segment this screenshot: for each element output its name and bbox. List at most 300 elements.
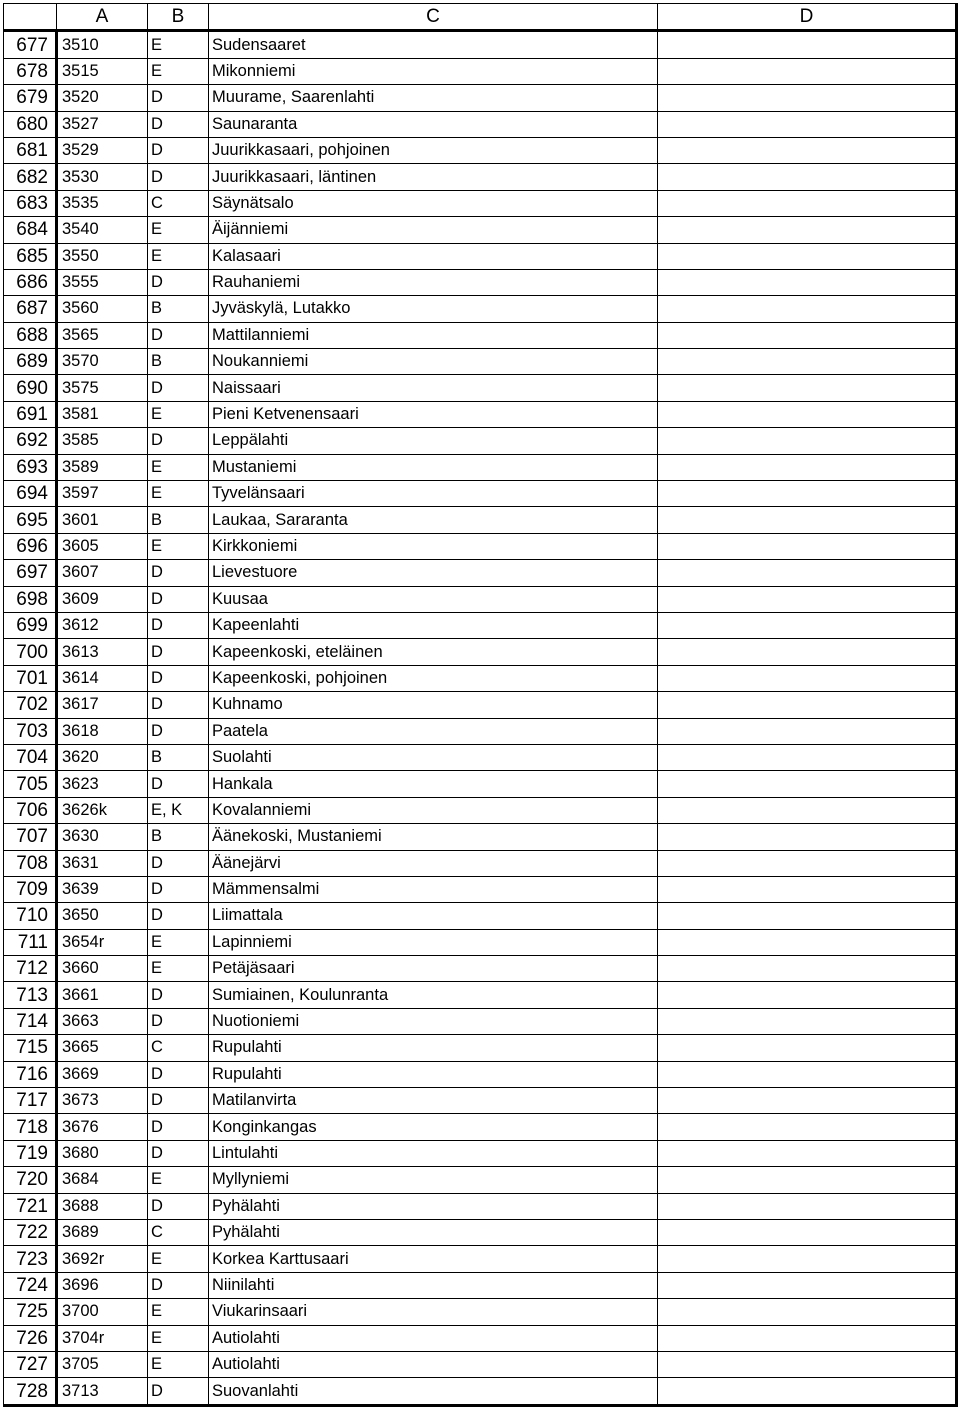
cell-c[interactable]: Niinilahti <box>209 1272 658 1298</box>
cell-b[interactable]: D <box>148 1378 209 1405</box>
cell-d[interactable] <box>658 1008 957 1034</box>
cell-b[interactable]: D <box>148 560 209 586</box>
cell-a[interactable]: 3614 <box>57 665 148 691</box>
column-header-a[interactable]: A <box>57 4 148 31</box>
row-number[interactable]: 698 <box>4 586 57 612</box>
table-row <box>4 85 957 111</box>
row-number[interactable]: 719 <box>4 1140 57 1166</box>
cell-a[interactable]: 3597 <box>57 481 148 507</box>
row-number[interactable]: 725 <box>4 1299 57 1325</box>
cell-c[interactable]: Kapeenlahti <box>209 612 658 638</box>
cell-d[interactable] <box>658 401 957 427</box>
cell-c[interactable]: Matilanvirta <box>209 1088 658 1114</box>
table-row <box>4 164 957 190</box>
table-row <box>4 58 957 84</box>
row-number[interactable]: 706 <box>4 797 57 823</box>
cell-a[interactable]: 3585 <box>57 428 148 454</box>
cell-b[interactable]: D <box>148 1272 209 1298</box>
cell-d[interactable] <box>658 349 957 375</box>
row-number[interactable]: 691 <box>4 401 57 427</box>
cell-d[interactable] <box>658 322 957 348</box>
cell-c[interactable]: Petäjäsaari <box>209 956 658 982</box>
cell-d[interactable] <box>658 665 957 691</box>
cell-b[interactable]: D <box>148 1088 209 1114</box>
cell-c[interactable]: Pieni Ketvenensaari <box>209 401 658 427</box>
cell-c[interactable]: Jyväskylä, Lutakko <box>209 296 658 322</box>
cell-b[interactable]: D <box>148 1061 209 1087</box>
cell-a[interactable]: 3620 <box>57 744 148 770</box>
cell-a[interactable]: 3555 <box>57 269 148 295</box>
cell-b[interactable]: B <box>148 507 209 533</box>
cell-a[interactable]: 3626k <box>57 797 148 823</box>
row-number[interactable]: 727 <box>4 1351 57 1377</box>
table-row <box>4 481 957 507</box>
table-row <box>4 850 957 876</box>
row-number[interactable]: 721 <box>4 1193 57 1219</box>
cell-c[interactable]: Sudensaaret <box>209 31 658 58</box>
cell-a[interactable]: 3676 <box>57 1114 148 1140</box>
row-number[interactable]: 713 <box>4 982 57 1008</box>
cell-c[interactable]: Pyhälahti <box>209 1193 658 1219</box>
cell-a[interactable]: 3680 <box>57 1140 148 1166</box>
cell-b[interactable]: E <box>148 1167 209 1193</box>
cell-d[interactable] <box>658 217 957 243</box>
cell-d[interactable] <box>658 243 957 269</box>
cell-d[interactable] <box>658 1167 957 1193</box>
cell-c[interactable]: Mustaniemi <box>209 454 658 480</box>
row-number[interactable]: 699 <box>4 612 57 638</box>
row-number[interactable]: 684 <box>4 217 57 243</box>
cell-c[interactable]: Tyvelänsaari <box>209 481 658 507</box>
cell-a[interactable]: 3618 <box>57 718 148 744</box>
cell-b[interactable]: D <box>148 269 209 295</box>
row-number[interactable]: 715 <box>4 1035 57 1061</box>
cell-b[interactable]: E <box>148 1351 209 1377</box>
cell-a[interactable]: 3631 <box>57 850 148 876</box>
cell-a[interactable]: 3663 <box>57 1008 148 1034</box>
cell-b[interactable]: E <box>148 58 209 84</box>
cell-c[interactable]: Rupulahti <box>209 1061 658 1087</box>
cell-c[interactable]: Kuusaa <box>209 586 658 612</box>
row-number[interactable]: 703 <box>4 718 57 744</box>
cell-c[interactable]: Naissaari <box>209 375 658 401</box>
cell-d[interactable] <box>658 718 957 744</box>
cell-b[interactable]: D <box>148 322 209 348</box>
table-row <box>4 1299 957 1325</box>
cell-c[interactable]: Nuotioniemi <box>209 1008 658 1034</box>
cell-d[interactable] <box>658 586 957 612</box>
cell-d[interactable] <box>658 85 957 111</box>
cell-b[interactable]: E <box>148 1325 209 1351</box>
cell-b[interactable]: D <box>148 876 209 902</box>
cell-c[interactable]: Suolahti <box>209 744 658 770</box>
cell-c[interactable]: Paatela <box>209 718 658 744</box>
cell-c[interactable]: Kirkkoniemi <box>209 533 658 559</box>
cell-d[interactable] <box>658 612 957 638</box>
cell-b[interactable]: D <box>148 137 209 163</box>
row-number[interactable]: 714 <box>4 1008 57 1034</box>
row-number[interactable]: 726 <box>4 1325 57 1351</box>
cell-d[interactable] <box>658 1378 957 1405</box>
cell-d[interactable] <box>658 850 957 876</box>
cell-c[interactable]: Muurame, Saarenlahti <box>209 85 658 111</box>
row-number[interactable]: 680 <box>4 111 57 137</box>
cell-b[interactable]: B <box>148 824 209 850</box>
cell-d[interactable] <box>658 1114 957 1140</box>
cell-b[interactable]: B <box>148 349 209 375</box>
cell-b[interactable]: D <box>148 665 209 691</box>
row-number[interactable]: 709 <box>4 876 57 902</box>
cell-a[interactable]: 3696 <box>57 1272 148 1298</box>
cell-d[interactable] <box>658 1088 957 1114</box>
cell-c[interactable]: Äijänniemi <box>209 217 658 243</box>
cell-d[interactable] <box>658 1035 957 1061</box>
cell-a[interactable]: 3612 <box>57 612 148 638</box>
cell-b[interactable]: D <box>148 718 209 744</box>
cell-b[interactable]: E <box>148 481 209 507</box>
cell-a[interactable]: 3529 <box>57 137 148 163</box>
cell-c[interactable]: Saunaranta <box>209 111 658 137</box>
cell-a[interactable]: 3689 <box>57 1219 148 1245</box>
cell-c[interactable]: Pyhälahti <box>209 1219 658 1245</box>
cell-d[interactable] <box>658 692 957 718</box>
cell-a[interactable]: 3570 <box>57 349 148 375</box>
cell-b[interactable]: C <box>148 1035 209 1061</box>
cell-d[interactable] <box>658 31 957 58</box>
cell-b[interactable]: D <box>148 164 209 190</box>
row-number[interactable]: 717 <box>4 1088 57 1114</box>
cell-b[interactable]: D <box>148 85 209 111</box>
cell-b[interactable]: B <box>148 296 209 322</box>
cell-d[interactable] <box>658 797 957 823</box>
cell-a[interactable]: 3515 <box>57 58 148 84</box>
cell-b[interactable]: D <box>148 982 209 1008</box>
cell-c[interactable]: Lapinniemi <box>209 929 658 955</box>
row-number[interactable]: 693 <box>4 454 57 480</box>
cell-d[interactable] <box>658 454 957 480</box>
cell-c[interactable]: Kovalanniemi <box>209 797 658 823</box>
cell-b[interactable]: D <box>148 639 209 665</box>
cell-d[interactable] <box>658 190 957 216</box>
cell-c[interactable]: Mattilanniemi <box>209 322 658 348</box>
row-number[interactable]: 686 <box>4 269 57 295</box>
cell-c[interactable]: Äänejärvi <box>209 850 658 876</box>
cell-d[interactable] <box>658 1246 957 1272</box>
cell-d[interactable] <box>658 1351 957 1377</box>
table-row <box>4 744 957 770</box>
row-number[interactable]: 683 <box>4 190 57 216</box>
cell-b[interactable]: D <box>148 1114 209 1140</box>
cell-c[interactable]: Lintulahti <box>209 1140 658 1166</box>
cell-d[interactable] <box>658 982 957 1008</box>
cell-a[interactable]: 3639 <box>57 876 148 902</box>
cell-a[interactable]: 3673 <box>57 1088 148 1114</box>
cell-b[interactable]: D <box>148 111 209 137</box>
cell-c[interactable]: Juurikkasaari, läntinen <box>209 164 658 190</box>
cell-d[interactable] <box>658 296 957 322</box>
cell-a[interactable]: 3575 <box>57 375 148 401</box>
row-number[interactable]: 705 <box>4 771 57 797</box>
cell-a[interactable]: 3520 <box>57 85 148 111</box>
cell-b[interactable]: D <box>148 428 209 454</box>
cell-c[interactable]: Kapeenkoski, eteläinen <box>209 639 658 665</box>
table-row <box>4 1167 957 1193</box>
cell-c[interactable]: Rupulahti <box>209 1035 658 1061</box>
cell-b[interactable]: D <box>148 375 209 401</box>
cell-b[interactable]: E <box>148 243 209 269</box>
table-row <box>4 31 957 58</box>
row-number[interactable]: 716 <box>4 1061 57 1087</box>
row-number[interactable]: 710 <box>4 903 57 929</box>
cell-a[interactable]: 3510 <box>57 31 148 58</box>
row-number[interactable]: 720 <box>4 1167 57 1193</box>
cell-d[interactable] <box>658 164 957 190</box>
cell-a[interactable]: 3617 <box>57 692 148 718</box>
row-number[interactable]: 723 <box>4 1246 57 1272</box>
cell-d[interactable] <box>658 1061 957 1087</box>
cell-c[interactable]: Lievestuore <box>209 560 658 586</box>
cell-b[interactable]: E <box>148 1299 209 1325</box>
row-number[interactable]: 728 <box>4 1378 57 1405</box>
cell-c[interactable]: Mikonniemi <box>209 58 658 84</box>
cell-d[interactable] <box>658 375 957 401</box>
cell-c[interactable]: Säynätsalo <box>209 190 658 216</box>
row-number[interactable]: 695 <box>4 507 57 533</box>
cell-a[interactable]: 3713 <box>57 1378 148 1405</box>
cell-c[interactable]: Kuhnamo <box>209 692 658 718</box>
table-row <box>4 692 957 718</box>
table-row <box>4 533 957 559</box>
table-row <box>4 824 957 850</box>
table-row <box>4 137 957 163</box>
row-number[interactable]: 687 <box>4 296 57 322</box>
cell-a[interactable]: 3527 <box>57 111 148 137</box>
row-number[interactable]: 701 <box>4 665 57 691</box>
cell-d[interactable] <box>658 111 957 137</box>
cell-b[interactable]: D <box>148 850 209 876</box>
table-row <box>4 428 957 454</box>
row-number[interactable]: 724 <box>4 1272 57 1298</box>
cell-d[interactable] <box>658 929 957 955</box>
cell-b[interactable]: E, K <box>148 797 209 823</box>
table-row <box>4 454 957 480</box>
table-row <box>4 1061 957 1087</box>
row-number[interactable]: 697 <box>4 560 57 586</box>
cell-a[interactable]: 3589 <box>57 454 148 480</box>
cell-d[interactable] <box>658 771 957 797</box>
row-number[interactable]: 682 <box>4 164 57 190</box>
cell-b[interactable]: D <box>148 771 209 797</box>
row-number[interactable]: 708 <box>4 850 57 876</box>
row-number[interactable]: 688 <box>4 322 57 348</box>
cell-b[interactable]: B <box>148 744 209 770</box>
table-row <box>4 296 957 322</box>
cell-b[interactable]: E <box>148 217 209 243</box>
cell-c[interactable]: Korkea Karttusaari <box>209 1246 658 1272</box>
column-header-c[interactable]: C <box>209 4 658 31</box>
cell-d[interactable] <box>658 1140 957 1166</box>
cell-b[interactable]: E <box>148 929 209 955</box>
table-row <box>4 560 957 586</box>
table-row <box>4 349 957 375</box>
cell-c[interactable]: Autiolahti <box>209 1325 658 1351</box>
cell-b[interactable]: E <box>148 956 209 982</box>
cell-b[interactable]: C <box>148 190 209 216</box>
column-header-d[interactable]: D <box>658 4 957 31</box>
table-row <box>4 982 957 1008</box>
cell-a[interactable]: 3535 <box>57 190 148 216</box>
cell-b[interactable]: D <box>148 586 209 612</box>
cell-d[interactable] <box>658 903 957 929</box>
cell-a[interactable]: 3705 <box>57 1351 148 1377</box>
cell-a[interactable]: 3650 <box>57 903 148 929</box>
table-row <box>4 1193 957 1219</box>
cell-a[interactable]: 3660 <box>57 956 148 982</box>
cell-a[interactable]: 3623 <box>57 771 148 797</box>
cell-d[interactable] <box>658 507 957 533</box>
table-row <box>4 507 957 533</box>
cell-a[interactable]: 3669 <box>57 1061 148 1087</box>
cell-a[interactable]: 3605 <box>57 533 148 559</box>
row-number[interactable]: 702 <box>4 692 57 718</box>
cell-d[interactable] <box>658 1219 957 1245</box>
cell-b[interactable]: E <box>148 1246 209 1272</box>
cell-a[interactable]: 3560 <box>57 296 148 322</box>
cell-a[interactable]: 3550 <box>57 243 148 269</box>
cell-a[interactable]: 3607 <box>57 560 148 586</box>
table-row <box>4 665 957 691</box>
row-number[interactable]: 704 <box>4 744 57 770</box>
table-row <box>4 1272 957 1298</box>
cell-a[interactable]: 3692r <box>57 1246 148 1272</box>
row-number[interactable]: 689 <box>4 349 57 375</box>
cell-c[interactable]: Suovanlahti <box>209 1378 658 1405</box>
row-number[interactable]: 700 <box>4 639 57 665</box>
cell-b[interactable]: D <box>148 1008 209 1034</box>
cell-a[interactable]: 3609 <box>57 586 148 612</box>
row-number[interactable]: 692 <box>4 428 57 454</box>
cell-c[interactable]: Mämmensalmi <box>209 876 658 902</box>
cell-a[interactable]: 3530 <box>57 164 148 190</box>
cell-a[interactable]: 3601 <box>57 507 148 533</box>
cell-d[interactable] <box>658 876 957 902</box>
cell-c[interactable]: Laukaa, Sararanta <box>209 507 658 533</box>
cell-c[interactable]: Leppälahti <box>209 428 658 454</box>
cell-b[interactable]: D <box>148 692 209 718</box>
cell-a[interactable]: 3565 <box>57 322 148 348</box>
cell-c[interactable]: Liimattala <box>209 903 658 929</box>
cell-c[interactable]: Viukarinsaari <box>209 1299 658 1325</box>
row-number[interactable]: 694 <box>4 481 57 507</box>
cell-c[interactable]: Noukanniemi <box>209 349 658 375</box>
cell-b[interactable]: D <box>148 903 209 929</box>
cell-d[interactable] <box>658 1299 957 1325</box>
table-row <box>4 1088 957 1114</box>
row-number[interactable]: 690 <box>4 375 57 401</box>
cell-a[interactable]: 3613 <box>57 639 148 665</box>
sheet-rows <box>4 31 957 1405</box>
cell-c[interactable]: Juurikkasaari, pohjoinen <box>209 137 658 163</box>
cell-b[interactable]: C <box>148 1219 209 1245</box>
row-number[interactable]: 696 <box>4 533 57 559</box>
cell-a[interactable]: 3688 <box>57 1193 148 1219</box>
row-number[interactable]: 712 <box>4 956 57 982</box>
cell-b[interactable]: E <box>148 401 209 427</box>
cell-d[interactable] <box>658 1272 957 1298</box>
cell-d[interactable] <box>658 560 957 586</box>
cell-a[interactable]: 3540 <box>57 217 148 243</box>
cell-a[interactable]: 3700 <box>57 1299 148 1325</box>
cell-c[interactable]: Äänekoski, Mustaniemi <box>209 824 658 850</box>
row-number[interactable]: 685 <box>4 243 57 269</box>
row-number[interactable]: 679 <box>4 85 57 111</box>
cell-a[interactable]: 3661 <box>57 982 148 1008</box>
table-row <box>4 718 957 744</box>
cell-d[interactable] <box>658 824 957 850</box>
cell-d[interactable] <box>658 428 957 454</box>
cell-d[interactable] <box>658 533 957 559</box>
cell-d[interactable] <box>658 1193 957 1219</box>
cell-a[interactable]: 3704r <box>57 1325 148 1351</box>
cell-b[interactable]: E <box>148 533 209 559</box>
table-row <box>4 401 957 427</box>
cell-a[interactable]: 3684 <box>57 1167 148 1193</box>
cell-b[interactable]: E <box>148 31 209 58</box>
table-row <box>4 876 957 902</box>
cell-d[interactable] <box>658 137 957 163</box>
cell-d[interactable] <box>658 639 957 665</box>
cell-d[interactable] <box>658 58 957 84</box>
table-row <box>4 1140 957 1166</box>
cell-c[interactable]: Kalasaari <box>209 243 658 269</box>
cell-d[interactable] <box>658 269 957 295</box>
cell-d[interactable] <box>658 744 957 770</box>
cell-a[interactable]: 3630 <box>57 824 148 850</box>
cell-c[interactable]: Myllyniemi <box>209 1167 658 1193</box>
table-row <box>4 269 957 295</box>
cell-a[interactable]: 3654r <box>57 929 148 955</box>
table-row <box>4 1114 957 1140</box>
row-number[interactable]: 678 <box>4 58 57 84</box>
cell-a[interactable]: 3581 <box>57 401 148 427</box>
row-number[interactable]: 707 <box>4 824 57 850</box>
cell-d[interactable] <box>658 481 957 507</box>
row-number[interactable]: 722 <box>4 1219 57 1245</box>
cell-c[interactable]: Kapeenkoski, pohjoinen <box>209 665 658 691</box>
cell-c[interactable]: Rauhaniemi <box>209 269 658 295</box>
row-number[interactable]: 718 <box>4 1114 57 1140</box>
cell-b[interactable]: D <box>148 612 209 638</box>
row-number[interactable]: 681 <box>4 137 57 163</box>
row-number[interactable]: 677 <box>4 31 57 58</box>
cell-c[interactable]: Autiolahti <box>209 1351 658 1377</box>
cell-d[interactable] <box>658 1325 957 1351</box>
cell-c[interactable]: Konginkangas <box>209 1114 658 1140</box>
cell-b[interactable]: D <box>148 1140 209 1166</box>
cell-d[interactable] <box>658 956 957 982</box>
row-number[interactable]: 711 <box>4 929 57 955</box>
cell-c[interactable]: Hankala <box>209 771 658 797</box>
cell-b[interactable]: D <box>148 1193 209 1219</box>
table-row <box>4 797 957 823</box>
table-row <box>4 322 957 348</box>
select-all-corner[interactable] <box>4 4 57 31</box>
table-row <box>4 1219 957 1245</box>
cell-c[interactable]: Sumiainen, Koulunranta <box>209 982 658 1008</box>
cell-b[interactable]: E <box>148 454 209 480</box>
cell-a[interactable]: 3665 <box>57 1035 148 1061</box>
column-header-b[interactable]: B <box>148 4 209 31</box>
